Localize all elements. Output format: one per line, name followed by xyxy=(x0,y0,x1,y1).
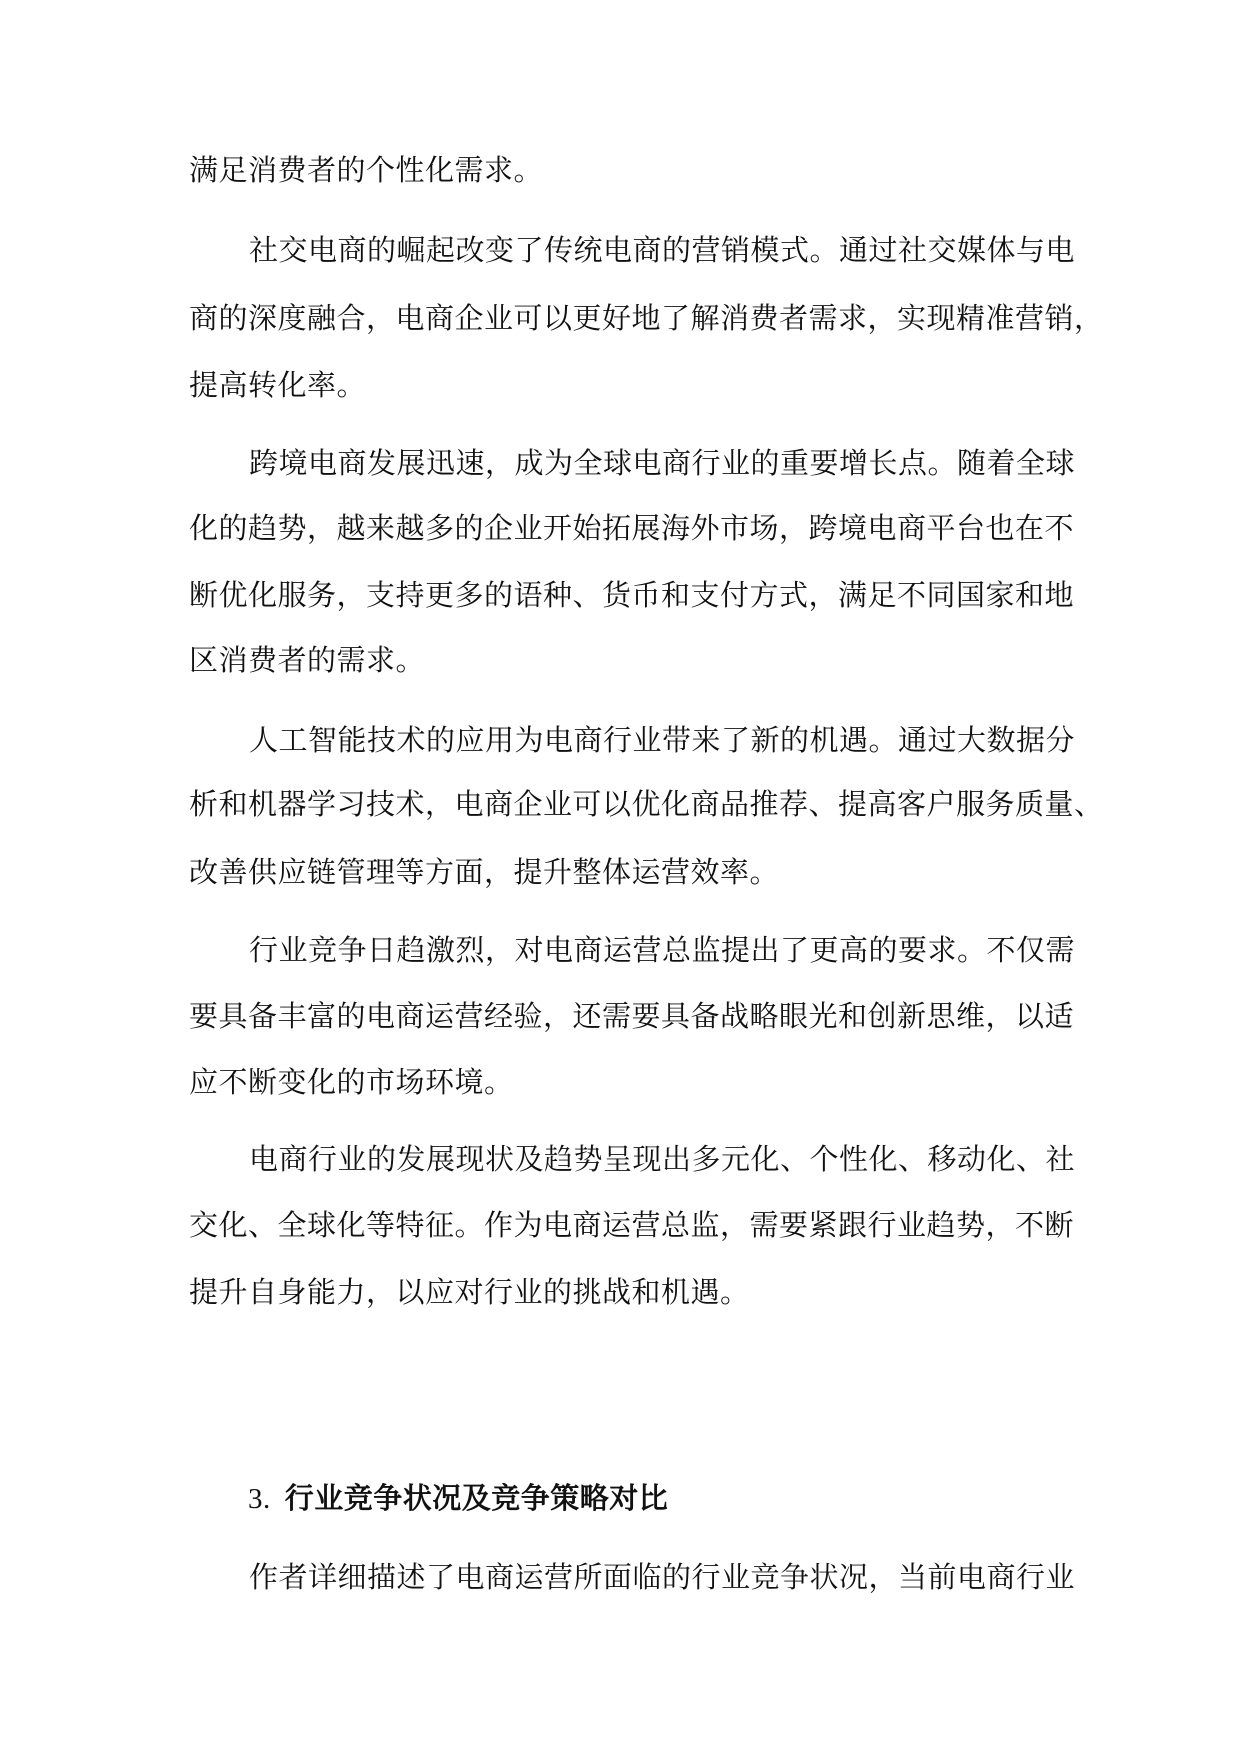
section-title: 行业竞争状况及竞争策略对比 xyxy=(284,1481,669,1515)
section-heading xyxy=(248,1478,668,1518)
section-number: 3. xyxy=(248,1483,271,1515)
paragraph-line: 行业竞争日趋激烈，对电商运营总监提出了更高的要求。不仅需 xyxy=(249,933,1076,967)
paragraph-line: 跨境电商发展迅速，成为全球电商行业的重要增长点。随着全球 xyxy=(249,446,1076,480)
paragraph-line: 人工智能技术的应用为电商行业带来了新的机遇。通过大数据分 xyxy=(249,723,1076,757)
paragraph-line: 交化、全球化等特征。作为电商运营总监，需要紧跟行业趋势，不断 xyxy=(189,1208,1075,1242)
paragraph-line: 区消费者的需求。 xyxy=(189,643,426,677)
paragraph-line: 析和机器学习技术，电商企业可以优化商品推荐、提高客户服务质量、 xyxy=(189,787,1104,821)
paragraph-line: 电商行业的发展现状及趋势呈现出多元化、个性化、移动化、社 xyxy=(249,1142,1076,1176)
paragraph-line: 要具备丰富的电商运营经验，还需要具备战略眼光和创新思维，以适 xyxy=(189,999,1075,1033)
paragraph-line: 作者详细描述了电商运营所面临的行业竞争状况，当前电商行业 xyxy=(249,1560,1076,1594)
paragraph-line: 改善供应链管理等方面，提升整体运营效率。 xyxy=(189,855,780,889)
paragraph-line: 社交电商的崛起改变了传统电商的营销模式。通过社交媒体与电 xyxy=(249,233,1076,267)
paragraph-line: 商的深度融合，电商企业可以更好地了解消费者需求，实现精准营销， xyxy=(189,301,1104,335)
paragraph-line: 提高转化率。 xyxy=(189,368,367,402)
paragraph-line: 化的趋势，越来越多的企业开始拓展海外市场，跨境电商平台也在不 xyxy=(189,511,1075,545)
paragraph-line: 提升自身能力，以应对行业的挑战和机遇。 xyxy=(189,1275,750,1309)
paragraph-line: 满足消费者的个性化需求。 xyxy=(189,153,544,187)
paragraph-line: 应不断变化的市场环境。 xyxy=(189,1065,514,1099)
paragraph-line: 断优化服务，支持更多的语种、货币和支付方式，满足不同国家和地 xyxy=(189,578,1075,612)
